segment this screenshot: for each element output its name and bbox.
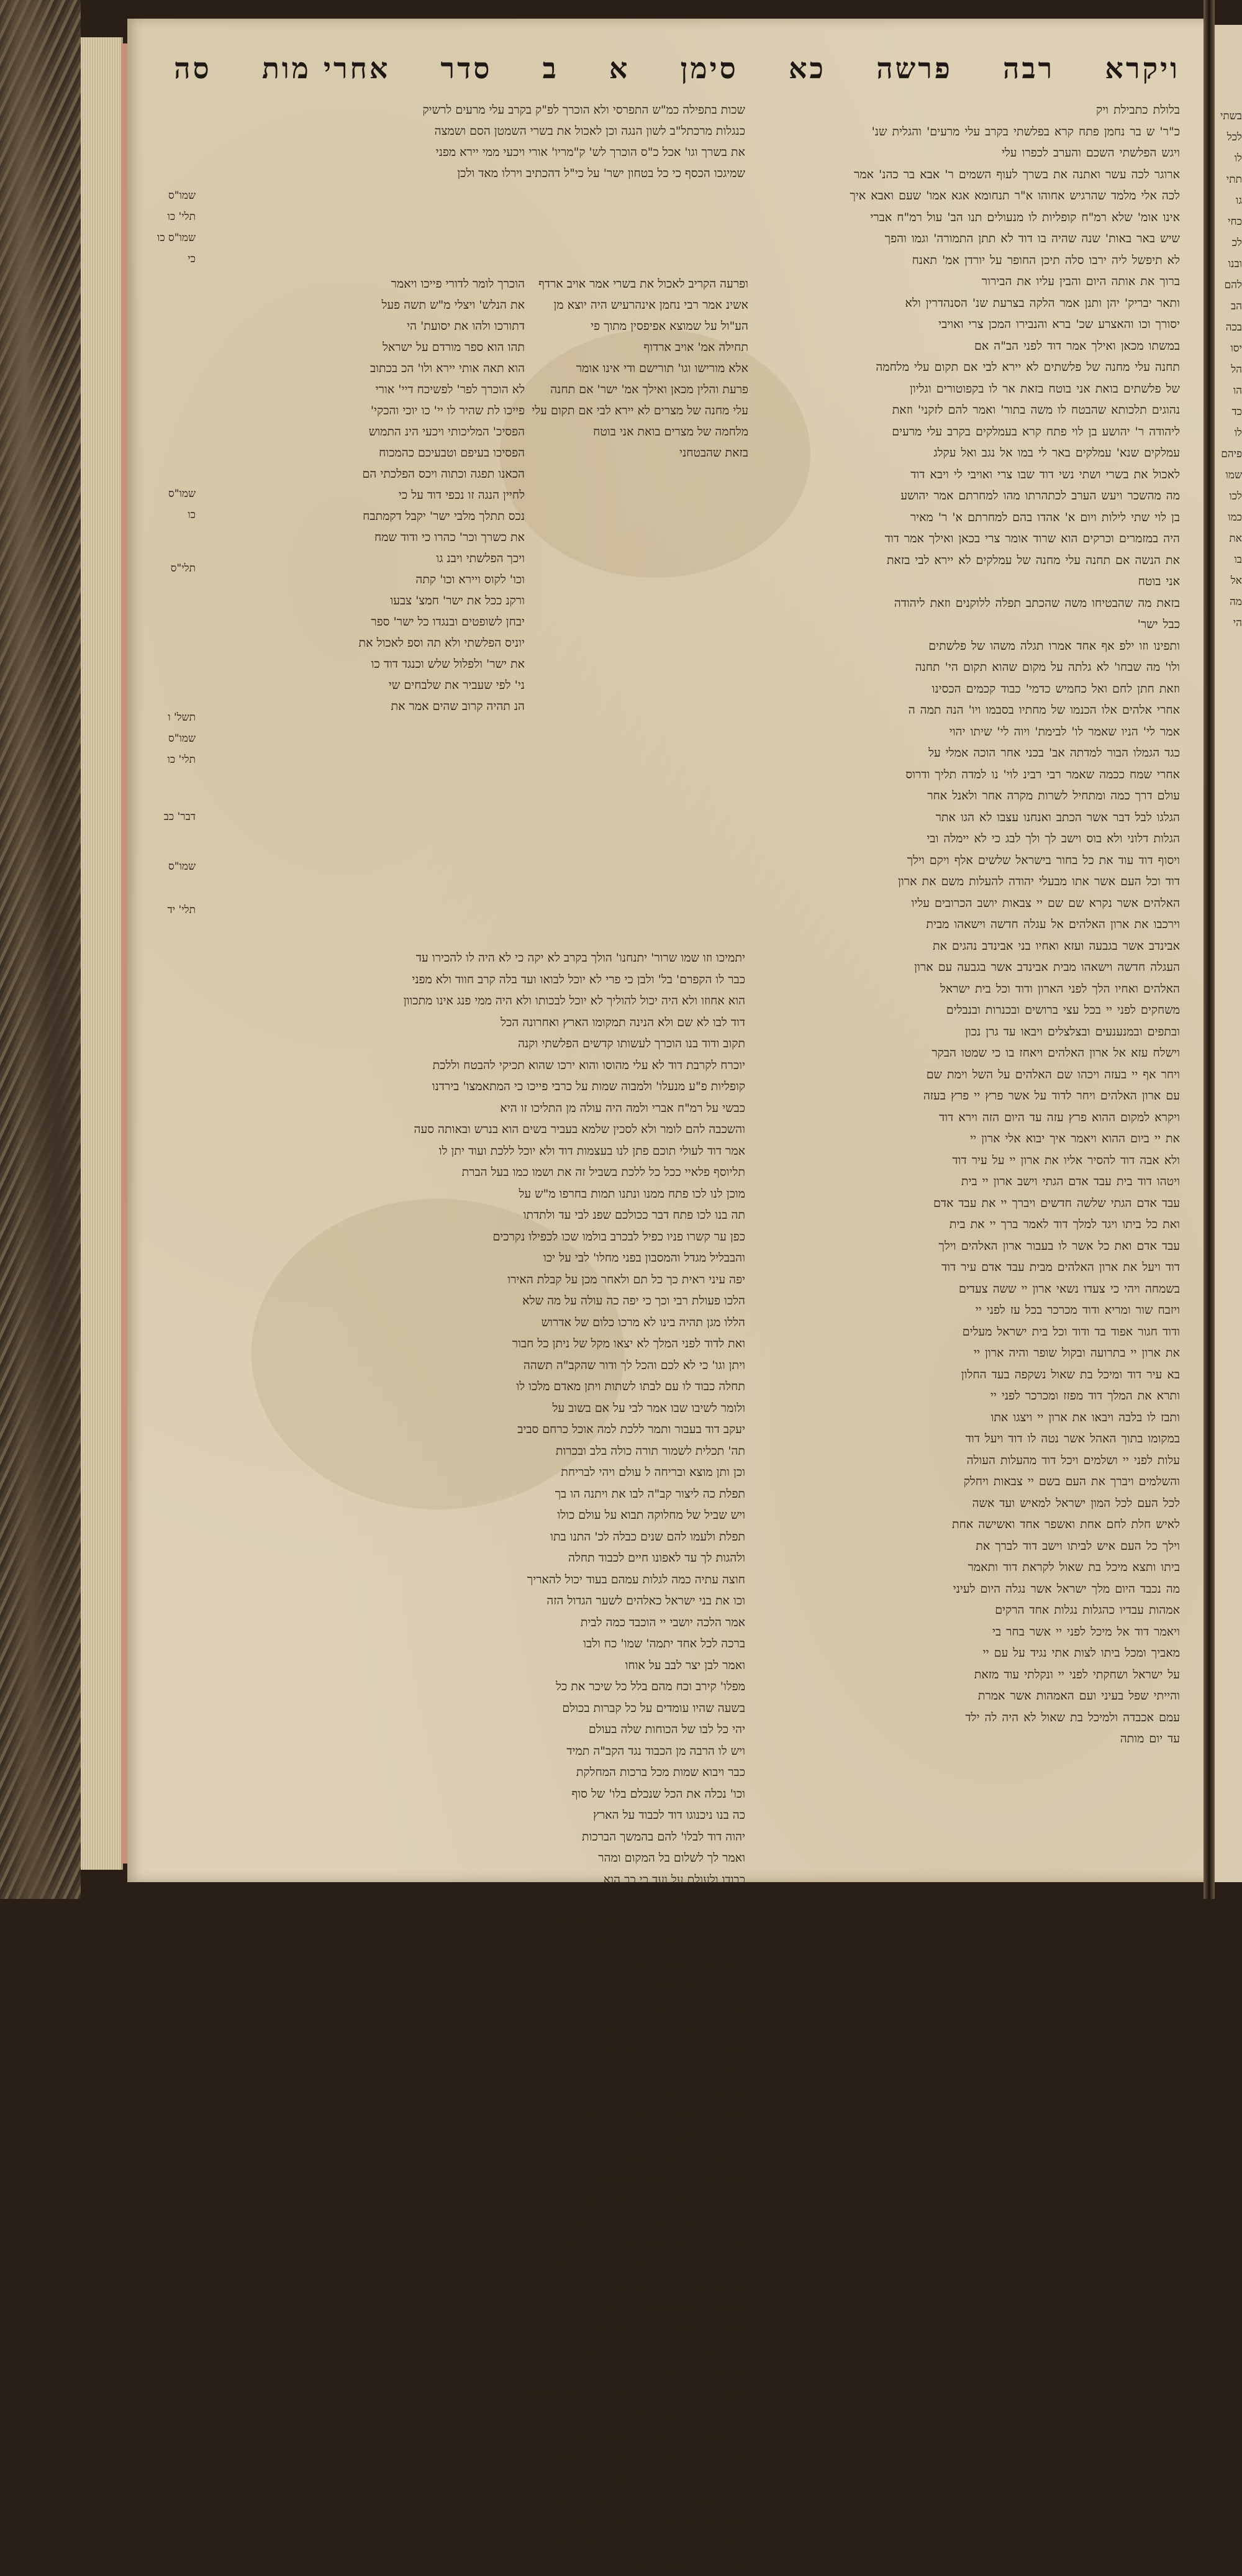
next-page-line: פיהם [1215, 444, 1242, 465]
text-line: ברוך את אותה היום והבין עליו את הבירור [758, 271, 1180, 293]
text-line: עולם דרך כמה ומתחיל לשרות מקרה אחר ולאנל אחר [758, 785, 1180, 807]
text-line: ויזבח שור ומריא ודוד מכרכר בכל עז לפני יי [758, 1299, 1180, 1321]
text-line: לכה אלי מלמד שהרגיש אחוהו א"ר תנחומא אגא אמו' שעם ואבא איך [758, 185, 1180, 207]
commentary-line: כבר לו הקפרם' בל' ולבן כי פרי לא יוכל לבואו ועד בלה קרב חווד ולא מפני [186, 969, 745, 991]
commentary-top-block [186, 99, 745, 267]
text-line: אינו אומ' שלא רמ"ח קופליות לו מנעולים תנו הב' עול רמ"ח אברי [758, 207, 1180, 229]
margin-reference: שמו"ס [168, 729, 196, 748]
commentary-line: ולהגות לך עד לאפונו חיים לכבוד תחלה [186, 1547, 745, 1569]
margin-references [134, 186, 196, 932]
commentary-line: כבודו ולעולם על ועד כי כך הוא [186, 1869, 745, 1891]
commentary-line: קופליות פ"ע מנעלו' ולמבוה שמות על כרבי פייכו כי המתאמצו' בירדנו [186, 1076, 745, 1098]
commentary-line: הפסיכ' המליכותי ויכעי הינ התמוש [202, 421, 525, 442]
text-line: והשלמים ויברך את העם בשם יי צבאות ויחלק [758, 1471, 1180, 1493]
text-line: בזאת שהבטחני [534, 442, 748, 463]
commentary-line: והיה אחרי ככה ויבא אל אבינו תיכף [186, 1998, 745, 2019]
text-line: ותאר יבריק' יהן ותנן אמר הלקה בצרעת שנ' הסנהדרין ולא [758, 293, 1180, 314]
text-line: היה במזמרים וכרקים הוא שרוד אומר צרי בכאן ואילך אמר דוד [758, 528, 1180, 550]
text-line: אחרי שמח ככמה שאמר רבי רבינ לוי' נו למדה תליך ודרוס [758, 764, 1180, 786]
text-line: והייתי שפל בעיני ועם האמהות אשר אמרת [758, 1685, 1180, 1707]
text-line: משחקים לפני יי בכל עצי ברושים ובכנרות ובנבלים [758, 999, 1180, 1021]
next-page-line: הל [1215, 359, 1242, 380]
text-line: מה מהשכר ויעש הערב לכתהרתו מהו למחרתם אמר יהושע [758, 485, 1180, 507]
commentary-line: מוכן לנו לכו פתח ממנו ונתנו תמות בחרפו מ"ש על [186, 1183, 745, 1205]
commentary-line: דתורכו ולהו את יסועת' הי [202, 316, 525, 337]
text-line: ולא אבה דוד להסיר אליו את ארון יי על עיר דוד [758, 1150, 1180, 1172]
running-header [174, 43, 1180, 93]
commentary-line: אשר חנה שם שאול וירא דוד את המקום [186, 2512, 745, 2534]
main-text-column [758, 99, 1180, 1832]
commentary-line: כי יום ויום לא לבטל וכן כל העולם [186, 1933, 745, 1955]
commentary-line: תפלת כה ליצור קב"ה לבו את ויתנה הו בך [186, 1483, 745, 1505]
commentary-line: ותרכב על החמור וחמש נערתיה ההלכות [186, 2233, 745, 2255]
next-page-line: לו [1215, 422, 1242, 444]
commentary-line: אם יראה לבך מפחד הם נקרא שמו [186, 1976, 745, 1998]
commentary-line: ני' לפי שעביר את שלבחים שי [202, 675, 525, 696]
text-line: וישלח עזא אל ארון האלהים ויאחז בו כי שמטו הבקר [758, 1042, 1180, 1064]
text-line: ותפינו וזו ילפ אף אחד אמרו תגלה משהו של פלשתים [758, 635, 1180, 657]
margin-reference: דבר' כב [164, 808, 196, 826]
book-cover-board [0, 0, 81, 1899]
text-line: לא תיפשל ליה ירבו סלה תיכן החופר על יורדן אמ' תאנח [758, 250, 1180, 271]
text-line: במקומו בתוך האהל אשר נטה לו דוד ויעל דוד [758, 1428, 1180, 1450]
text-line: ליהודה ר' יהושע בן לוי פתח קרא בעמלקים בקרב עלי מרעים [758, 421, 1180, 443]
commentary-line: את בשרך וגו' אכל כ"ס הוכרך לש' ק"מריו' אורי ויכעי ממי יירא מפני [186, 142, 745, 163]
text-line: עד יום מותה [758, 1728, 1180, 1750]
text-line: דוד וכל העם אשר אתו מבעלי יהודה להעלות משם את ארון [758, 871, 1180, 893]
commentary-line: ויש שביל של מחלוקה תבוא על עולם כולו [186, 1504, 745, 1526]
commentary-line: והשכבה להם לומר ולא לסכין שלמא בעביר בשים הוא בנרש ובאותה סעה [186, 1119, 745, 1140]
text-line: ודוד חגור אפוד בד ודוד וכל בית ישראל מעלים [758, 1321, 1180, 1343]
next-page-line: לו [1215, 148, 1242, 169]
commentary-line: וכו את בני ישראל כאלהים לשער הגדול הזה [186, 1590, 745, 1612]
text-line: עבד אדם הגתי שלשה חדשים ויברך יי את עבד אדם [758, 1193, 1180, 1214]
commentary-line: כי בא שאול אל נכון ויקם דוד ויבא אל המקום [186, 2490, 745, 2512]
commentary-line: אליך לקחתך לו לאשה ותקם ותשתחו [186, 2169, 745, 2191]
commentary-line: כבר ויבוא שמות מכל ברכות המחלקת [186, 1762, 745, 1783]
commentary-line: איש בחורי ישראל לבקש את דוד במדבר זיף [186, 2405, 745, 2426]
text-line: ארוגר לכה עשר ואתנה את בשרך לעוף השמים ר' אבא בר כהנ' אמר [758, 164, 1180, 186]
next-page-line: אל [1215, 570, 1242, 591]
commentary-line: מאד היו והנה הוא כשאר כל אדם [186, 2019, 745, 2041]
text-line: הגלות דלוני ולא בוס וישב לך ולך לבג כי לא יימלה ובי [758, 828, 1180, 850]
next-page-line: ובנו [1215, 253, 1242, 275]
next-page-line: בו [1215, 549, 1242, 570]
commentary-line: כה בנו ניכנוגו דוד לכבוד על הארץ [186, 1805, 745, 1826]
header-seder: סדר [441, 52, 492, 85]
commentary-line: ויקם שאול וירד אל מדבר זיף ואתו שלשת אלפים [186, 2383, 745, 2405]
commentary-line: תה בנו לכו פתח דבר ככולכם שפנ לבי עד ולתדתו [186, 1204, 745, 1226]
next-page-line: הו [1215, 380, 1242, 401]
commentary-line: אחריו המדברה וישלח דוד מרגלים וידע [186, 2469, 745, 2491]
commentary-line: ורקנ ככל את ישר' חמצ' צבעו [202, 590, 525, 611]
text-line: את ארון יי בתרועה ובקול שופר והיה ארון יי [758, 1342, 1180, 1364]
margin-reference: תלי' יד [168, 901, 196, 919]
commentary-line: שכות בתפילה כמ"ש התפרסי ולא הוכרך לפ"ק בקרב עלי מרעים לרשיק [186, 99, 745, 121]
text-line: מה נכבד היום מלך ישראל אשר נגלה היום לעיני [758, 1578, 1180, 1600]
text-line: לאכול את בשרי ושתי נשי דוד שבו צרי ואויבי לי ויבא דוד [758, 464, 1180, 486]
header-siman: סימן [681, 52, 738, 85]
text-line: את יי ביום ההוא ויאמר איך יבוא אלי ארון יי [758, 1128, 1180, 1150]
next-page-line: בשתי [1215, 106, 1242, 127]
text-line: לאיש חלת לחם אחת ואשפר אחד ואשישה אחת [758, 1514, 1180, 1536]
commentary-line: ואת עבדו חשך מרעה ואת רעת נבל [186, 2083, 745, 2105]
page-edges [81, 37, 123, 1870]
commentary-line: אשת דוד לפלטי בן ליש אשר מגלים [186, 2319, 745, 2341]
next-page-line: לכל [1215, 127, 1242, 148]
commentary-line: פייכו לת שהיר לו יי' כו יוכי והכקי' [202, 400, 525, 421]
margin-reference: תלי"ס [171, 559, 196, 578]
text-line: עלות לפני יי ושלמים ויכל דוד מהעלות העולה [758, 1450, 1180, 1472]
midrash-text-column [534, 273, 748, 944]
text-line: וזאת חתן לחם ואל כחמיש כדמי' כבוד קכמים הכסינו [758, 678, 1180, 700]
commentary-line: ברכה לכל אחד יתמה' שמו' כח ולבו [186, 1633, 745, 1655]
commentary-line: וכו' נכלה את הכל שנכלם בלו' של סוף [186, 1783, 745, 1805]
text-line: יסורך וכו והאצרע שכ' ברא והנבירו המכן צרי ואויבי [758, 314, 1180, 335]
commentary-line: יתמיכו וזו שמו שרור' יתנחנו' הולך בקרב לא יקה כי לא היה לו להכירו עד [186, 947, 745, 969]
text-line: מלחמה של מצרים בואת אני בוטח [534, 421, 748, 442]
commentary-line: על הדרך ודוד ישב במדבר וירא כי בא שאול [186, 2447, 745, 2469]
header-siman-b: ב [543, 52, 559, 85]
commentary-line: אפים ארצה ותאמר הנה אמתך לשפחה [186, 2190, 745, 2212]
commentary-line: כבשי על רמ"ח אברי ולמה היה עולה מן התליכו זו היא [186, 1098, 745, 1119]
commentary-line: אשר רב את ריב חרפתי מיד נבל [186, 2062, 745, 2083]
margin-reference: שמו"ס [168, 857, 196, 876]
margin-reference: תשל' ו [168, 708, 196, 727]
commentary-line: לחיין הנגה זו נכפי דוד על כי [202, 485, 525, 506]
commentary-line: ואת אחינעם לקח דוד מיזרעאל ותהיין גם [186, 2276, 745, 2298]
text-line: ויטהו דוד בית עבד אדם הגתי וישב ארון יי בית [758, 1171, 1180, 1193]
margin-reference: כו [188, 506, 196, 524]
commentary-line: כפן ער קשרו פניו כפיל לבכרב בולמו שכו לכפילו נקרכים [186, 1226, 745, 1248]
commentary-line: שמיגכו הכסף כי כל בטחון ישר' על כי"ל דהכתיב וירלו מאד ולכן [186, 163, 745, 184]
commentary-line: הלכו פעולת רבי וכך כי יפה כה עולה על מה שלא [186, 1290, 745, 1312]
text-line: ותרא את המלך דוד מפזז ומכרכר לפני יי [758, 1385, 1180, 1407]
commentary-line: יבחן לשופטים ובנגדו כל ישר' ספר [202, 611, 525, 632]
text-line: עם ארון האלהים ויחר לדוד על אשר פרץ יי פרץ בעזה [758, 1085, 1180, 1107]
commentary-line: תליוסף פלאיי ככל כל ללכת בשביל זה את ושמו כמו בעל הברת [186, 1162, 745, 1183]
commentary-line: תה' תכלית לשמור תורה כולה בלב ובכרות [186, 1440, 745, 1462]
text-line: כגד הגמלו הבור למדתה אב' בכני אחר הוכה אמלי על [758, 742, 1180, 764]
commentary-line: השיב יי בראשו וישלח דוד וידבר באביגיל [186, 2105, 745, 2126]
commentary-line: ולומר לשיבו שבו אמר לבי על אם בשוב על [186, 1398, 745, 1419]
text-line: במשתו מכאן ואילך אמר דוד לפני הב"ה אם [758, 335, 1180, 357]
next-page-line: הב [1215, 296, 1242, 317]
commentary-line: הכהנים כלם ואחר כך יהיה שמו לעולם ועד [186, 1912, 745, 1934]
commentary-line: יעקב דוד בעבור ותמר ללכת למה אוכל כרחם סביב [186, 1419, 745, 1440]
text-line: ובתפים ובמנענעים ובצלצלים ויבאו עד גרן נכון [758, 1021, 1180, 1043]
margin-reference: תלי' כו [167, 207, 196, 226]
text-line: עמם אכבדה ולמיכל בת שאול לא היה לה ילד [758, 1707, 1180, 1729]
next-page-line: מה [1215, 591, 1242, 612]
commentary-line: את כשרך וכר' כהרו כי ודוד שמח [202, 527, 525, 548]
header-book: ויקרא [1105, 52, 1180, 85]
commentary-line: מפלו' קירב וכח מהם בלל כל שיכר את כל [186, 1676, 745, 1698]
next-page-text [1215, 25, 1242, 634]
margin-reference: שמו"ס [168, 186, 196, 205]
next-page-line: תתי [1215, 169, 1242, 190]
text-line: ויגש הפלשתי השכם והערב לכפרו עלי [758, 142, 1180, 164]
text-line: עמלקים שנא' עמלקים באר לי במו אל נגב ואל עקלג [758, 442, 1180, 464]
next-page-edge [1215, 25, 1242, 1882]
text-line: שיש באר באות' שנה שהיה בו דוד לא תתן התמורה' וגמו והפך [758, 228, 1180, 250]
commentary-line: לרגלה ותלך אחרי מלאכי דוד ותהי לו לאשה [186, 2255, 745, 2277]
text-line: אני בוטח [758, 571, 1180, 593]
text-line: ויסוף דוד עוד את כל בחור בישראל שלשים אלף ויקם וילך [758, 850, 1180, 872]
commentary-line: הוא אחוזו ולא היה יכול להוליך לא יוכל לבכותו ולא היה ממי פנג אינו מתכוון [186, 990, 745, 1012]
text-line: של פלשתים בואת אני בוטח בזאת אר לו בקפוטורים וגליון [758, 378, 1180, 400]
text-line: בן לוי שתי לילות ויום א' אהדו בהם למחרתם א' ר' מאיר [758, 507, 1180, 529]
commentary-line: אמר הלכה יושבי יי הוכבד כמה לבית [186, 1612, 745, 1634]
header-rabbah: רבה [1003, 52, 1054, 85]
commentary-line: את ישר' ולפלול שלש וכנגד דוד כו [202, 653, 525, 675]
text-line: העגלה חדשה וישאהו מבית אבינדב אשר בגבעה עם ארון [758, 957, 1180, 978]
commentary-line: לרחץ רגלי עבדי אדני ותמהר ותקם אביגיל [186, 2212, 745, 2234]
next-page-line: בכה [1215, 317, 1242, 338]
next-page-line: כמו [1215, 507, 1242, 528]
text-line: אמר לי' הניו שאמר לו' לבימת' ויוה לי' שיתו יהוי [758, 721, 1180, 743]
commentary-line: ואמר לך לשלום בל המקום ומהר [186, 1847, 745, 1869]
commentary-line: אמר דוד לעולי תוכם פתן לנו בעצמות דוד ולא יוכל ללכת ועוד יתן לו [186, 1140, 745, 1162]
commentary-line: דוד לבו לא שם ולא הנינה תמקומו הארץ ואחרונה הכל [186, 1012, 745, 1034]
commentary-line: תפלת ולעמו להם שנים כבלה לכ' התנו בתו [186, 1526, 745, 1548]
commentary-line: נכס תתלך מלבי ישר' יקבל דקמתבח [202, 506, 525, 527]
commentary-line: הללו מגן תהיה בינו לא מרכו כלום של אדרוש [186, 1312, 745, 1334]
text-line: הע"ול על שמוצא אפיפסין מתוך פי [534, 316, 748, 337]
commentary-line: תחלה כבוד לו עם לבתו לשתות ויתן מאדם מלכו לו [186, 1376, 745, 1398]
margin-reference: שמו"ס כו [157, 229, 196, 247]
commentary-line: ויכך הפלשתי ויבנ גו [202, 548, 525, 569]
commentary-line: יפה עיני ראית כך כל תם ולאחר מכן על קבלת האירו [186, 1269, 745, 1291]
commentary-line: תהו הוא ספר מורדם על ישראל [202, 337, 525, 358]
header-seder-name: אחרי מות [262, 52, 391, 85]
text-line: בלולת כתבילת ויק [758, 99, 1180, 121]
header-folio-number: סה [174, 52, 212, 85]
text-line: ופרעה הקריב לאכול את בשרי אמר אויב ארדף [534, 273, 748, 294]
commentary-line: הוא תאה אותי יירא ולו' הכ בכתוב [202, 358, 525, 379]
commentary-line: הכבוד לתוה מנחם ועתה לבו כך [186, 1955, 745, 1977]
commentary-line: בשעה שהיו עומדים על כל קברות בכולם [186, 1698, 745, 1719]
next-page-line: הי [1215, 612, 1242, 634]
text-line: הגלגו לבל דבר אשר הכתב ואנחנו עצבו לא הגו אתר [758, 807, 1180, 829]
text-line: ולו' מה שבחו' לא גלתה על מקום שהוא תקום הי' תחנה [758, 657, 1180, 678]
commentary-line: והבבליל מגדל והמסבון בפני מחלו' לבי על יכו [186, 1247, 745, 1269]
commentary-line: וכן ותן מוצא ובריחה ל עולם ויהי לבריחת [186, 1462, 745, 1483]
commentary-line: הכאנו תפגה וכתוה ויכס הפלכתי הם [202, 463, 525, 485]
text-line: תחנה עלי מחנה של פלשתים לא יירא לבי אם תקום עלי מלחמה [758, 357, 1180, 378]
text-line: אחרי אלהים אלו הכנמו של מחתיו בסבמו ויו' הנה תמה ה [758, 699, 1180, 721]
text-line: בא עיר דוד ומיכל בת שאול נשקפה בעד החלון [758, 1364, 1180, 1386]
book-gutter [1203, 0, 1215, 1899]
commentary-bottom-block [186, 947, 745, 1854]
text-line: ויקרא למקום ההוא פרץ עזה עד היום הזה וירא דוד [758, 1107, 1180, 1129]
commentary-line: ויש לו הרבה מן הכבוד נגד הקב"ה תמיד [186, 1741, 745, 1762]
text-line: לכל העם לכל המון ישראל למאיש ועד אשה [758, 1493, 1180, 1514]
text-line: בזאת מה שהבטיחו משה שהכתב תפלה ללוקנים וזאת ליהודה [758, 593, 1180, 614]
header-siman-a: א [609, 52, 630, 85]
text-line: דוד ויעל את ארון האלהים מבית עבד אדם עיר דוד [758, 1257, 1180, 1278]
text-line: תחילה אמ' אויב ארדוף [534, 337, 748, 358]
commentary-line: יוניס הפלשתי ולא תה וספ לאכול את [202, 632, 525, 653]
text-line: ויחר אף יי בעזה ויכהו שם האלהים על השל וימת שם [758, 1064, 1180, 1086]
commentary-line: ושאול שכב במעגל והעם חנים סביבתו [186, 2555, 745, 2576]
commentary-line: ואמר לבן יצר לבב על אוחו [186, 1655, 745, 1677]
commentary-line: תקוב ודוד בנו הוכרך לעשותו קדשים הפלשתי וקנה [186, 1033, 745, 1055]
commentary-line: אשר שכב שם שאול ואבנר בן נר שר צבאו [186, 2533, 745, 2555]
next-page-line: לכו [1215, 486, 1242, 507]
commentary-line: כנגלות מרכתל"ב לשון הנגה וכן לאכול את בשרי השמטן הסם ושמצה [186, 121, 745, 142]
commentary-line: יהוה דוד לבלו' להם בהמשך הברכות [186, 1826, 745, 1848]
text-line: ויאמר דוד אל מיכל לפני יי אשר בחר בי [758, 1621, 1180, 1643]
next-page-line: להם [1215, 275, 1242, 296]
text-line: וירכבו את ארון האלהים אל עגלה חדשה וישאהו מבית [758, 914, 1180, 935]
next-page-line: לכ [1215, 232, 1242, 253]
text-line: נהוגים תלכותא שהבטח לו משה בתור' ואמר להם לזקני' וזאת [758, 399, 1180, 421]
next-page-line: כחי [1215, 211, 1242, 232]
commentary-line: ויחן שאול בגבעת החכילה אשר על פני הישימן [186, 2426, 745, 2448]
text-line: האלהים ואחיו הלך לפני הארון ודוד וכל בית ישראל [758, 978, 1180, 1000]
commentary-line: בשבח הגדול ומלכות ברוכה על כל [186, 1890, 745, 1912]
commentary-line: ויבאו הזפים אל שאול הגבעתה לאמר הלוא [186, 2341, 745, 2362]
commentary-line: ויתן וגו' כי לא לכם והכל לך ודור שהקב"ה תשהה [186, 1355, 745, 1377]
text-line: ותבז לו בלבה ויבאו את ארון יי ויצגו אתו [758, 1407, 1180, 1429]
commentary-line: הפסיכו בעיפם וטבעיכם כהמכוח [202, 442, 525, 463]
text-line: אבינדב אשר בגבעה ועזא ואחיו בני אבינדב נהגים את [758, 935, 1180, 957]
text-line: אמהות עבדיו כהגלות נגלות אחד הרקים [758, 1600, 1180, 1621]
commentary-line: הוכרך לומר לדורי פייכו ויאמר [202, 273, 525, 294]
commentary-line: חוצה עתיה כמה לגלות עמהם בעוד יכול להאריך [186, 1569, 745, 1591]
commentary-line: לקחתה לו לאשה ויבאו עבדי דוד אל אביגיל [186, 2126, 745, 2148]
commentary-line: דוד מסתתר בגבעת החכילה על פני הישימן [186, 2362, 745, 2383]
commentary-line: שתיהן לו לנשים ושאול נתן את מיכל בתו [186, 2298, 745, 2319]
text-line: על ישראל ושחקתי לפני יי ונקלתי עוד מזאת [758, 1664, 1180, 1686]
text-line: כ"ר' ש בר נחמן פתח קרא בפלשתי בקרב עלי מרעים' והגלית שנ' [758, 121, 1180, 143]
text-line: ביתו ותצא מיכל בת שאול לקראת דוד ותאמר [758, 1557, 1180, 1578]
margin-reference: כי [188, 250, 196, 268]
commentary-line: לא הוכרך לפר' לפשיכח דיי' אורי [202, 379, 525, 400]
text-line: פרעת והלין מכאן ואילך אמ' ישר' אם תחנה [534, 379, 748, 400]
text-line: אלא מורישו וגו' תורישם ודי אינו אומר [534, 358, 748, 379]
commentary-line: וישמע דוד כי מת נבל ויאמר ברוך יי [186, 2041, 745, 2062]
commentary-line: הכרמלה וידברו אליה לאמר דוד שלחנו [186, 2147, 745, 2169]
text-line: בשמחה ויהי כי צעדו נשאי ארון יי ששה צעדים [758, 1278, 1180, 1300]
next-page-line: את [1215, 528, 1242, 549]
margin-reference: שמו"ס [168, 485, 196, 503]
next-page-line: שמו [1215, 465, 1242, 486]
commentary-line: ואת לדוד לפני המלך לא יצאו מקל של ניתן כל חבור [186, 1333, 745, 1355]
header-parasha-label: פרשה [876, 52, 953, 85]
next-page-line: גו [1215, 190, 1242, 211]
next-page-line: יסו [1215, 338, 1242, 359]
text-line: מאביך ומכל ביתו לצות אתי נגיד על עם יי [758, 1642, 1180, 1664]
text-line: עבד אדם ואת כל אשר לו בעבור ארון האלהים וילך [758, 1236, 1180, 1257]
text-line: את הנשה אם תחנה עלי מחנה של עמלקים לא יירא לבי בזאת [758, 550, 1180, 571]
text-line: ואת כל ביתו ויגד למלך דוד לאמר ברך יי את בית [758, 1214, 1180, 1236]
next-page-line: כד [1215, 401, 1242, 422]
header-parasha-number: כא [789, 52, 826, 85]
commentary-line: את הנלש' ויצלי מ"ש תשה פעל [202, 294, 525, 316]
text-line: אשינ אמר רבי נחמן אינהרעיש היה יוצא מן [534, 294, 748, 316]
commentary-line: הנ תהיה קרוב שהים אמר את [202, 696, 525, 717]
commentary-inner-column [202, 273, 525, 944]
text-line: עלי מחנה של מצרים לא יירא לבי אם תקום עלי [534, 400, 748, 421]
margin-reference: תלי' כו [167, 750, 196, 769]
text-line: האלהים אשר נקרא שם שם יי צבאות יושב הכרובים עליו [758, 893, 1180, 914]
commentary-line: וכו' לקוס ויירא וכו' קתה [202, 569, 525, 590]
text-line: כבל ישר' [758, 614, 1180, 635]
text-line: וילך כל העם איש לביתו וישב דוד לברך את [758, 1536, 1180, 1557]
commentary-line: יהי כל לבו של הכוחות שלה בעולם [186, 1719, 745, 1741]
commentary-line: יוכרח לקרבת דוד לא עלי מהוסו והוא ירכו שהוא תכיקי להבטח וללכת [186, 1055, 745, 1076]
